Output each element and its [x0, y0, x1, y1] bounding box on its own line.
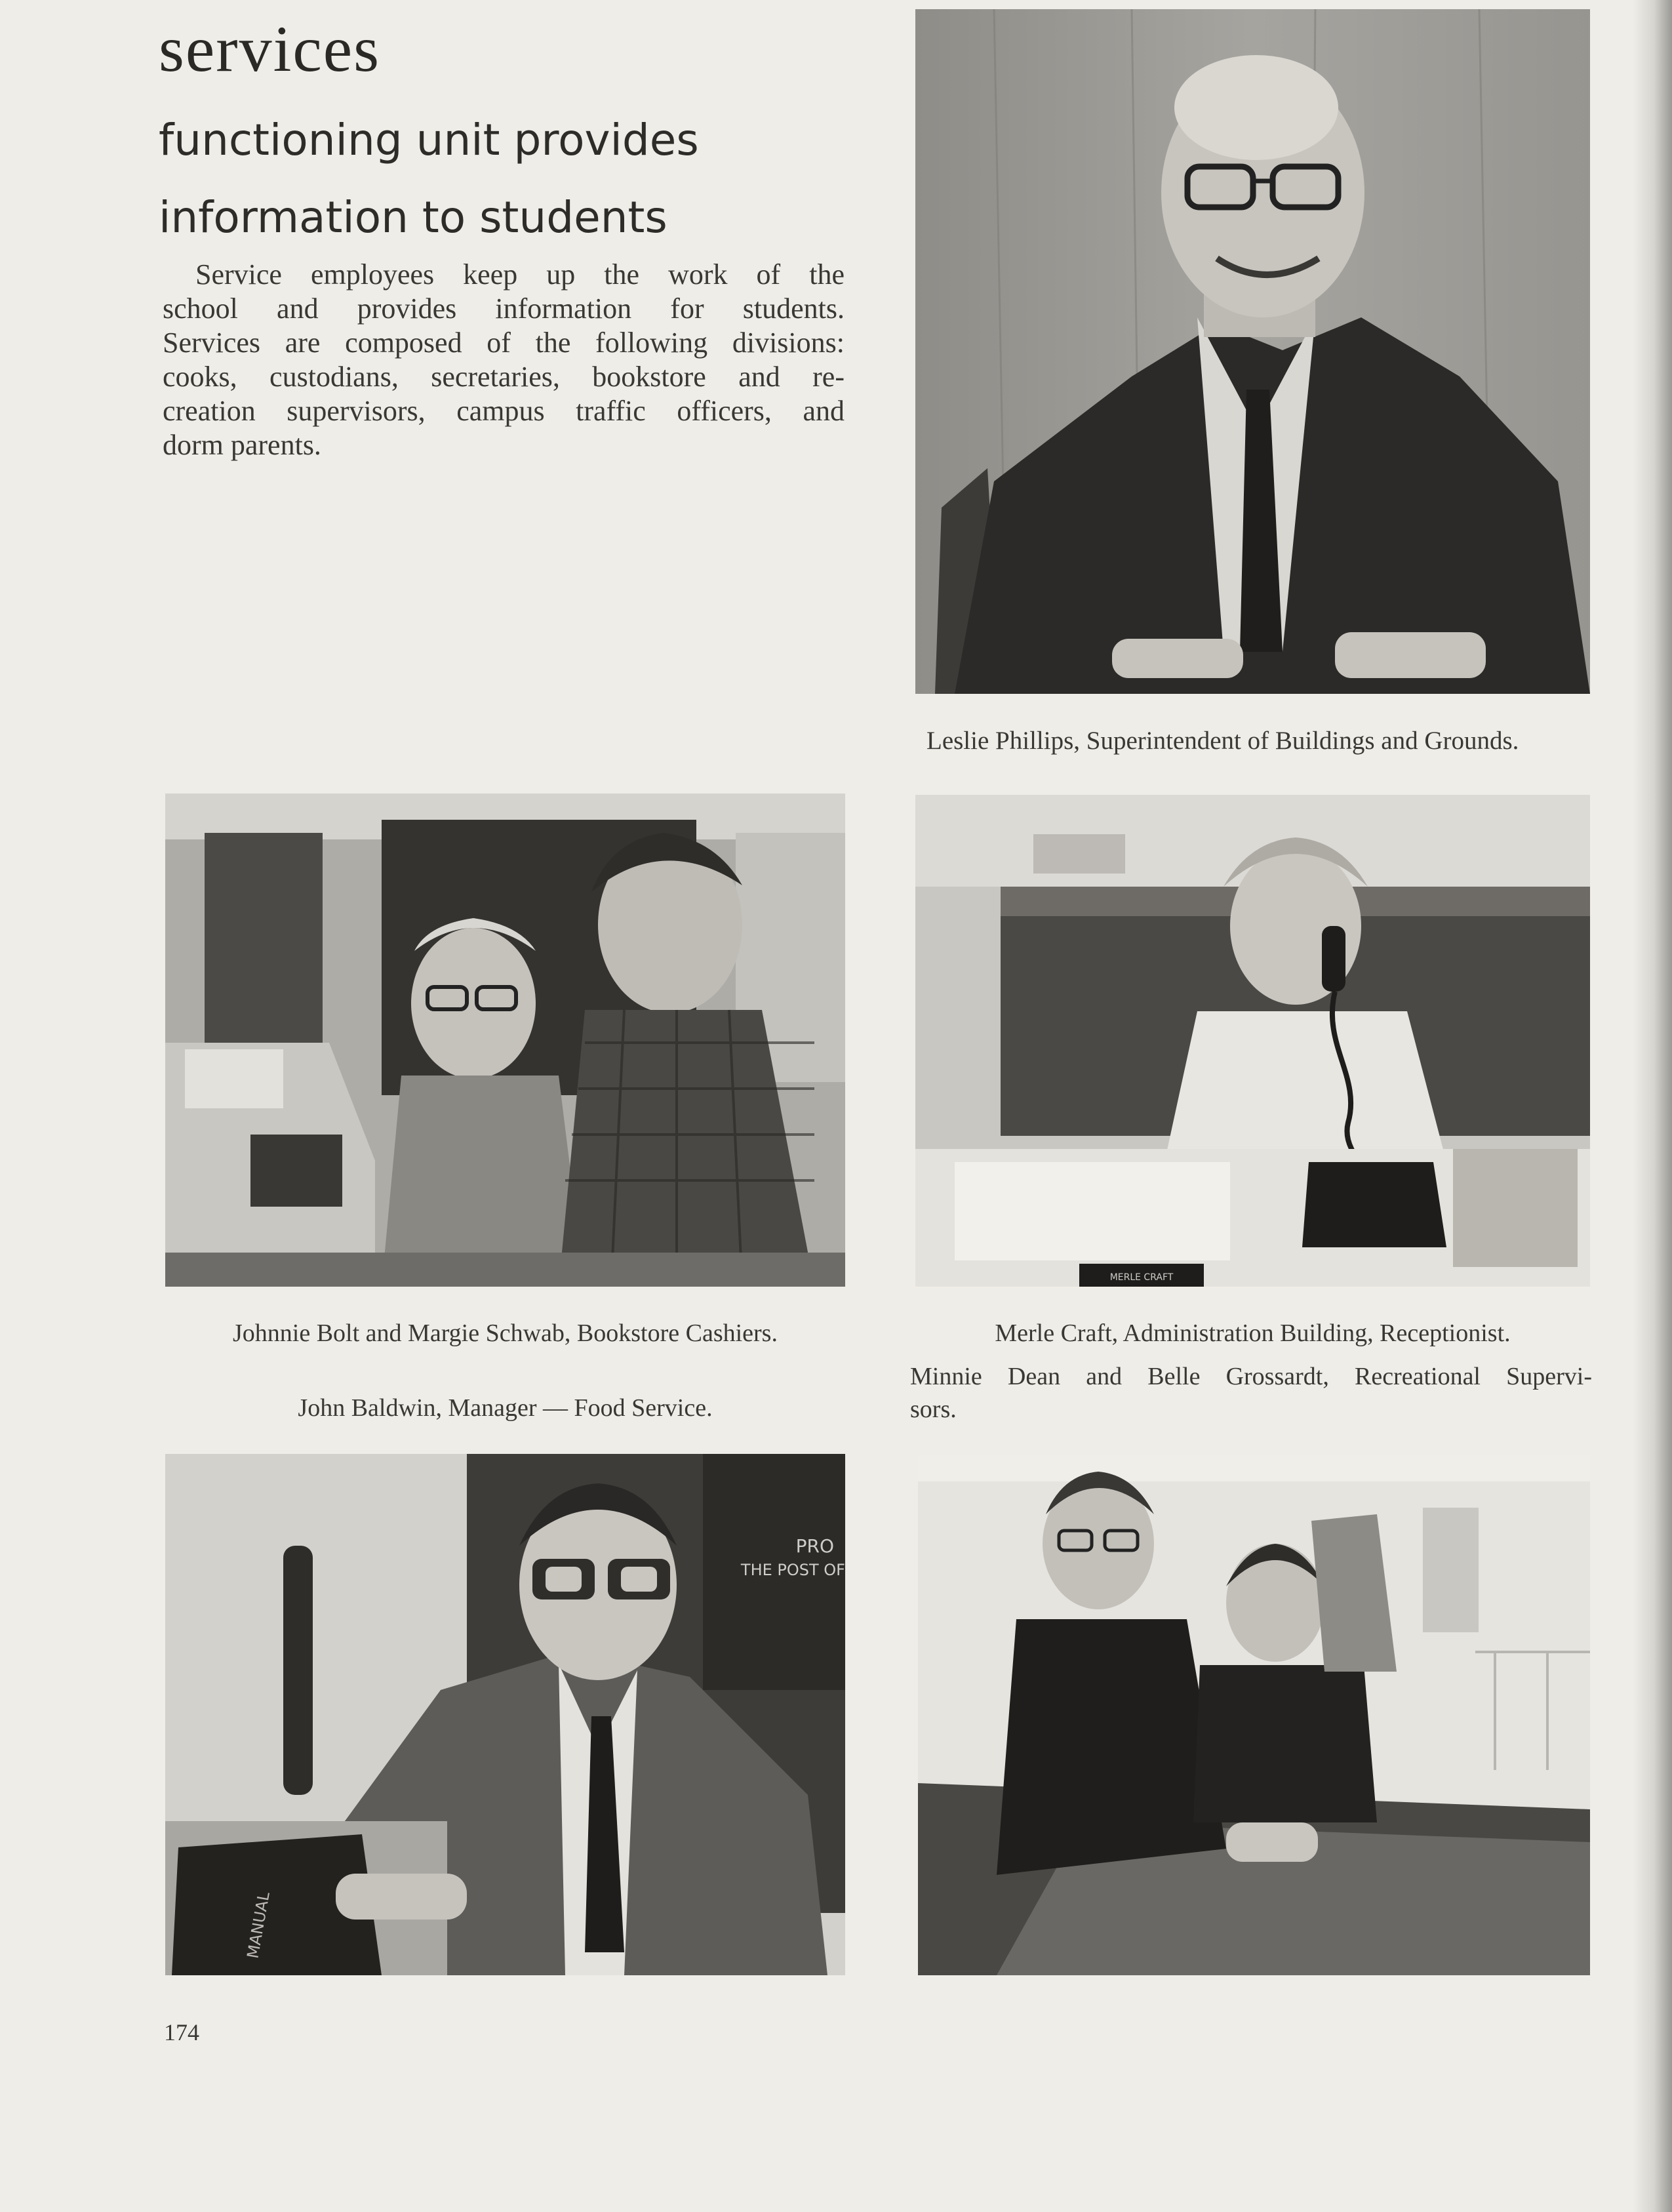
- caption-merle-craft: Merle Craft, Administration Building, Receptionist.: [995, 1319, 1511, 1347]
- caption-recreation-line-1: Minnie Dean and Belle Grossardt, Recreational Supervi-: [910, 1363, 1592, 1390]
- intro-line: Service employees keep up the work of the: [195, 258, 845, 291]
- post-office-sign-line-2: THE POST OF: [740, 1561, 845, 1579]
- intro-line: creation supervisors, campus traffic officers, and: [163, 395, 845, 427]
- caption-leslie-phillips: Leslie Phillips, Superintendent of Buildings and Grounds.: [926, 727, 1519, 755]
- caption-john-baldwin: John Baldwin, Manager — Food Service.: [298, 1394, 713, 1422]
- intro-paragraph: [163, 258, 845, 462]
- photo-john-baldwin: [165, 1454, 845, 1975]
- caption-bookstore-cashiers: Johnnie Bolt and Margie Schwab, Bookstore Cashiers.: [233, 1319, 778, 1347]
- page-binding-shadow: [1633, 0, 1672, 2212]
- subtitle-line-1: functioning unit provides: [159, 115, 699, 165]
- page-title: services: [159, 12, 381, 85]
- intro-line: dorm parents.: [163, 429, 321, 461]
- photo-recreational-supervisors: [918, 1455, 1590, 1975]
- photo-leslie-phillips: [915, 9, 1590, 694]
- post-office-sign-line-1: PRO: [795, 1535, 834, 1557]
- subtitle-line-2: information to students: [159, 192, 667, 243]
- intro-line: school and provides information for students.: [163, 292, 845, 325]
- page-subtitle: [159, 102, 749, 256]
- caption-recreational-supervisors: [910, 1360, 1592, 1426]
- intro-line: cooks, custodians, secretaries, bookstore and re-: [163, 361, 845, 393]
- intro-line: Services are composed of the following divisions:: [163, 327, 845, 359]
- photo-bookstore-cashiers: [165, 794, 845, 1287]
- photo-merle-craft: [915, 795, 1590, 1287]
- caption-recreation-line-2: sors.: [910, 1396, 957, 1423]
- nameplate-text: MERLE CRAFT: [1109, 1272, 1174, 1283]
- manual-spine-text: MANUAL: [243, 1890, 273, 1960]
- page-number: 174: [164, 2019, 199, 2045]
